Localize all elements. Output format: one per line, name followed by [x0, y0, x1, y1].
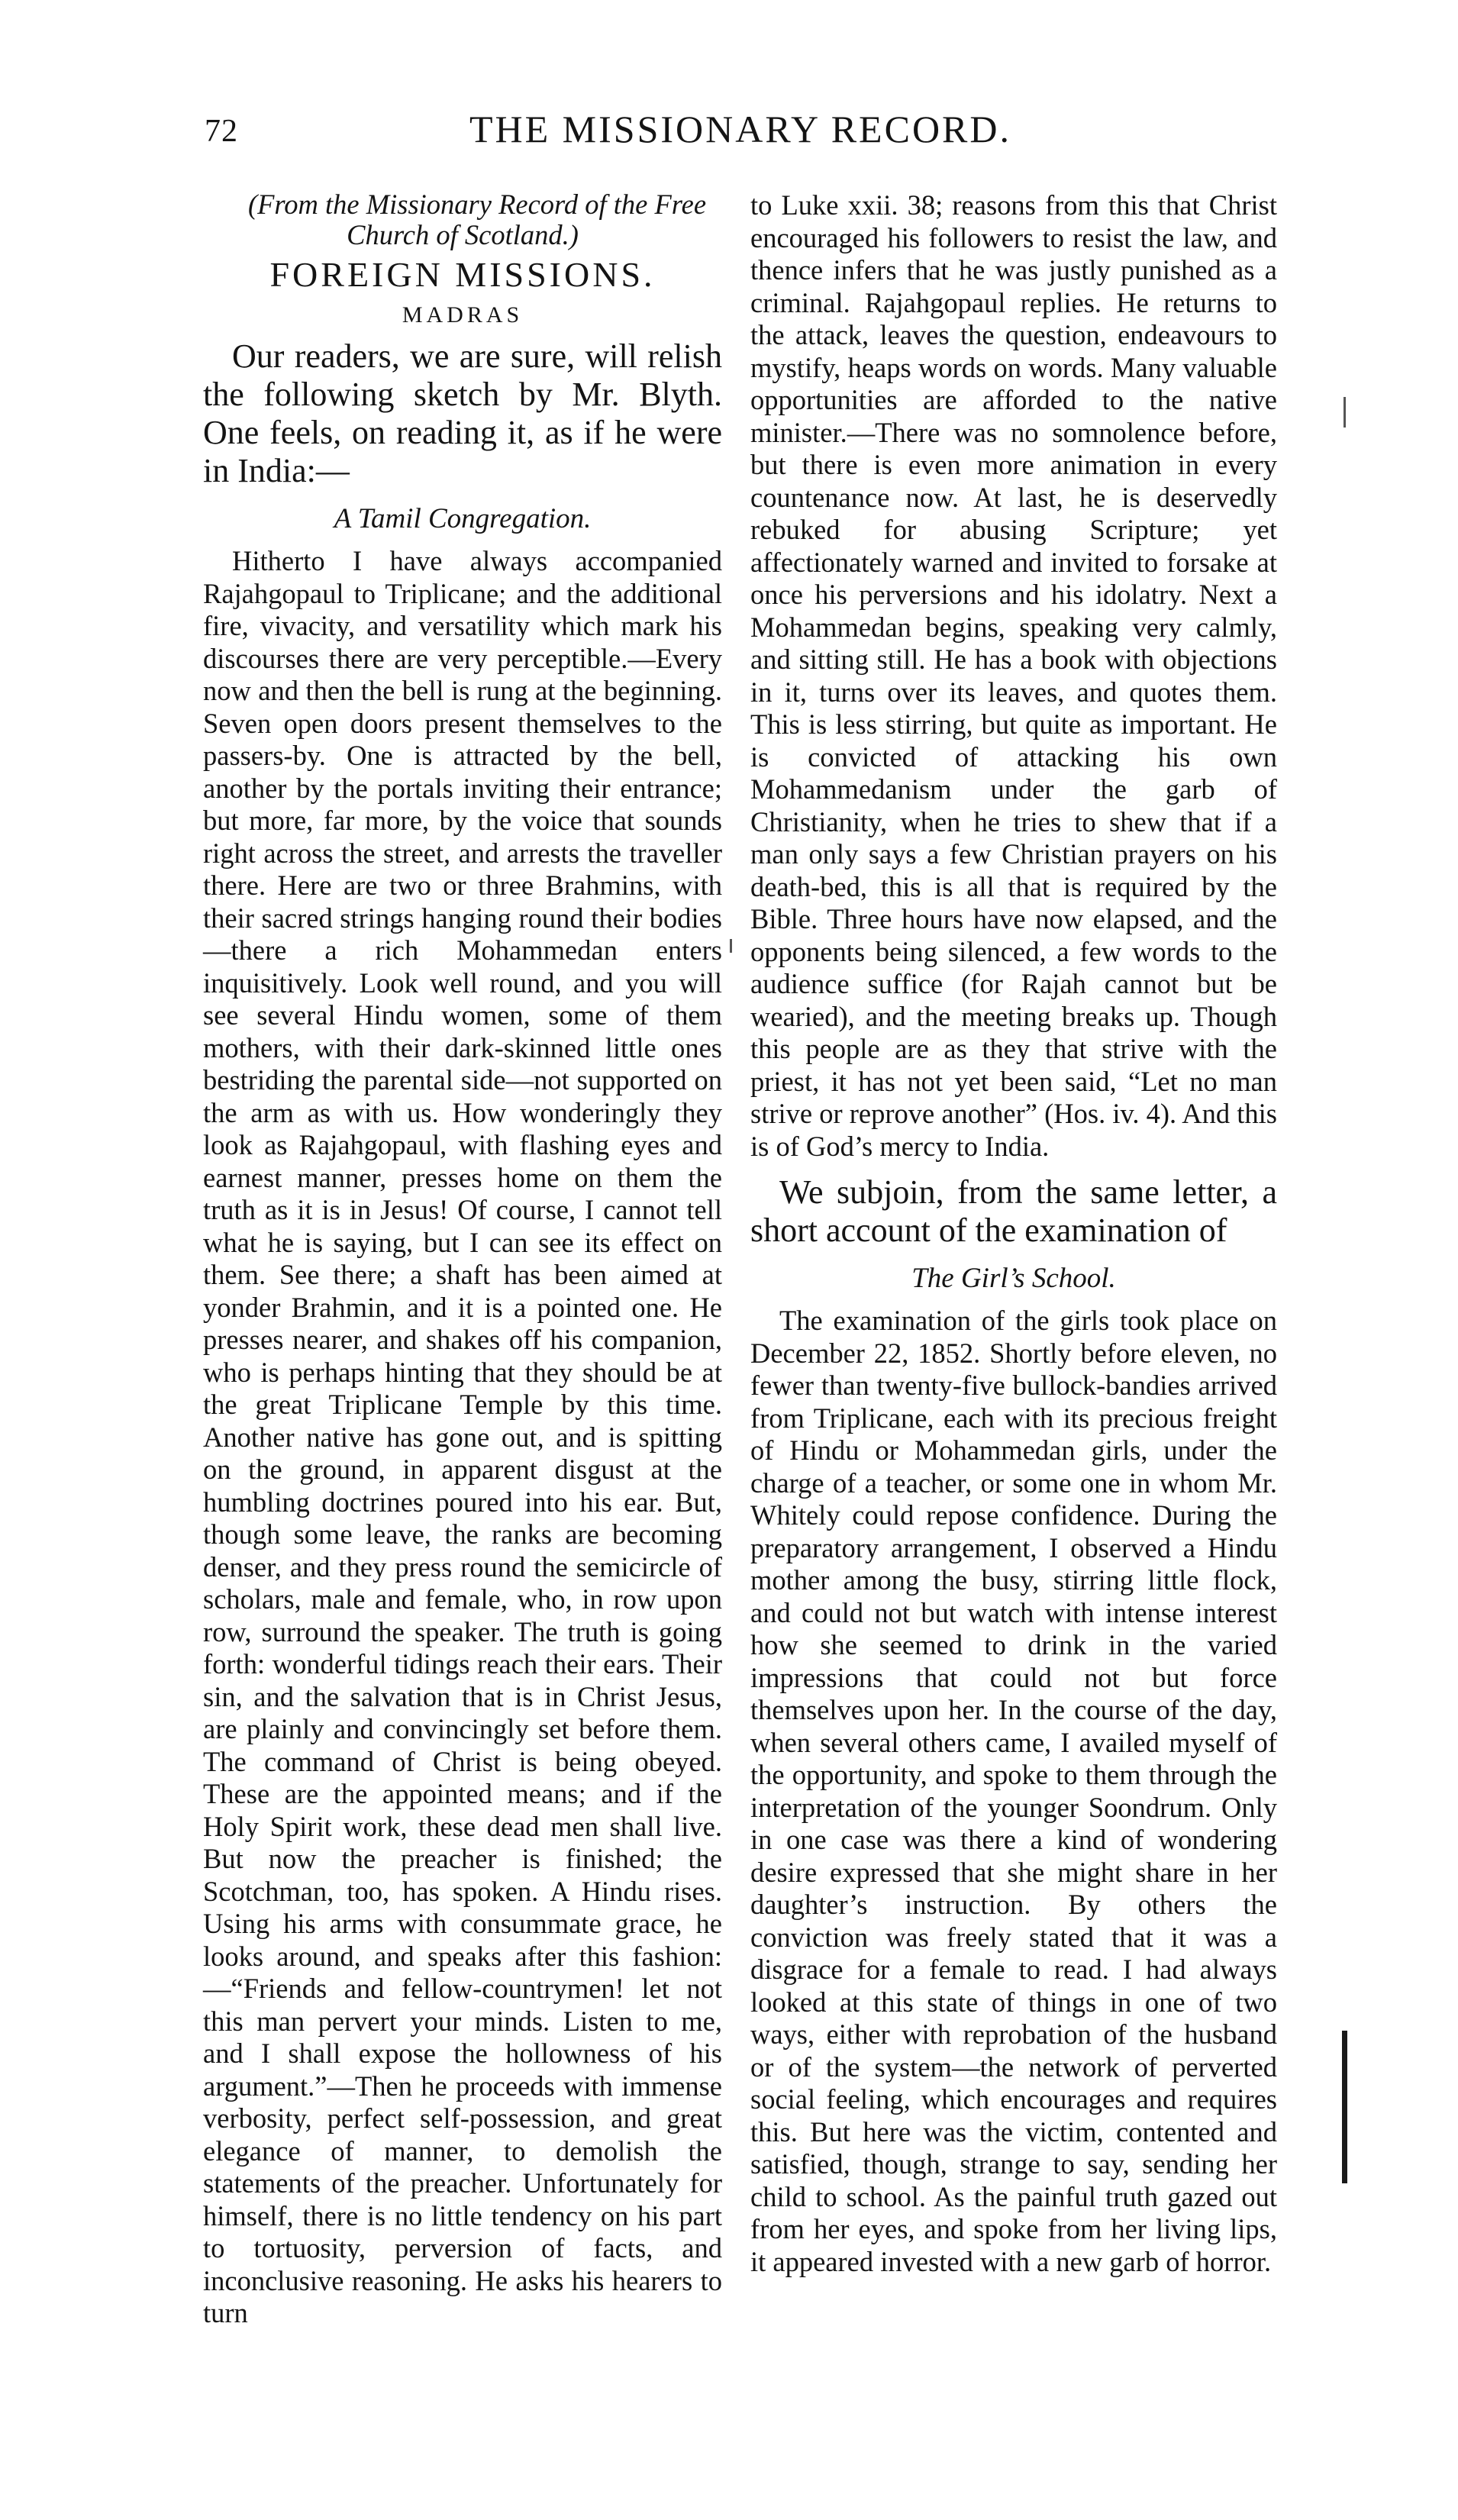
article-title-tamil-congregation: A Tamil Congregation. [334, 503, 592, 534]
page-number: 72 [205, 114, 238, 149]
article-title-girls-school: The Girl’s School. [911, 1263, 1116, 1294]
margin-ink-mark [1342, 2031, 1347, 2183]
article-body-girls-school: The examination of the girls took place on December 22, 1852. Shortly before eleven, no fewer than twenty-five bullock-bandies arrived from Triplicane, each with its precious freight of Hindu or Mohammedan girls, under the charge of a teacher, or some one in whom Mr. Whitely could repose confidence. During the preparatory arrangement, I observed a Hindu mother among the busy, stirring little flock, and could not but watch with intense interest how she seemed to drink in the varied impressions that could not but force themselves upon her. In the course of the day, when several others came, I availed myself of the opportunity, and spoke to them through the interpretation of the younger Soondrum. Only in one case was there a kind of wondering desire expressed that she might share in her daughter’s instruction. By others the conviction was freely stated that it was a disgrace for a female to read. I had always looked at this state of things in one of two ways, either with reprobation of the husband or of the system—the network of perverted social feeling, which encourages and requires this. But here was the victim, contented and satisfied, though, strange to say, sending her child to school. As the painful truth gazed out from her eyes, and spoke from her living lips, it appeared invested with a new garb of horror. [750, 1305, 1277, 2277]
girls-school-intro: We subjoin, from the same letter, a short account of the examination of [750, 1173, 1277, 1249]
left-column [203, 189, 722, 2330]
subsection-title: MADRAS [402, 302, 524, 328]
article-body-continued: to Luke xxii. 38; reasons from this that Christ encouraged his followers to resist the law, and thence infers that he was justly punished as a criminal. Rajahgopaul replies. He returns to the attack, leaves the question, endeavours to mystify, heaps words on words. Many valuable opportunities are afforded to the native minister.—There was no somnolence before, but there is even more animation in every countenance now. At last, he is deservedly rebuked for abusing Scripture; yet affectionately warned and invited to forsake at once his perversions and his idolatry. Next a Mohammedan begins, speaking very calmly, and sitting still. He has a book with objections in it, turns over its leaves, and quotes them. This is less stirring, but quite as important. He is convicted of attacking his own Mohammedanism under the garb of Christianity, when he tries to shew that if a man only says a few Christian prayers on his death-bed, this is all that is required by the Bible. Three hours have now elapsed, and the opponents being silenced, a few words to the audience suffice (for Rajah cannot but be wearied), and the meeting breaks up. Though this people are as they that strive with the priest, it has not yet been said, “Let no man strive or reprove another” (Hos. iv. 4). And this is of God’s mercy to India. [750, 189, 1277, 1162]
intro-paragraph: Our readers, we are sure, will relish the following sketch by Mr. Blyth. One feels, on reading it, as if he were in India:— [203, 337, 722, 489]
right-column [750, 189, 1277, 2278]
source-note: (From the Missionary Record of the Free Church of Scotland.) [247, 189, 707, 250]
article-body-tamil-congregation: Hitherto I have always accompanied Rajahgopaul to Triplicane; and the additional fire, vivacity, and versatility which mark his discourses there are very perceptible.—Every now and then the bell is rung at the beginning. Seven open doors present themselves to the passers-by. One is attracted by the bell, another by the portals inviting their entrance; but more, far more, by the voice that sounds right across the street, and arrests the traveller there. Here are two or three Brahmins, with their sacred strings hanging round their bodies—there a rich Mohammedan enters inquisitively. Look well round, and you will see several Hindu women, some of them mothers, with their dark-skinned little ones bestriding the parental side—not supported on the arm as with us. How wonderingly they look as Rajahgopaul, with flashing eyes and earnest manner, presses home on them the truth as it is in Jesus! Of course, I cannot tell what he is saying, but I can see its effect on them. See there; a shaft has been aimed at yonder Brahmin, and it is a pointed one. He presses nearer, and shakes off his companion, who is perhaps hinting that they should be at the great Triplicane Temple by this time. Another native has gone out, and is spitting on the ground, in apparent disgust at the humbling doctrines poured into his ear. But, though some leave, the ranks are becoming denser, and they press round the semicircle of scholars, male and female, who, in row upon row, surround the speaker. The truth is going forth: wonderful tidings reach their ears. Their sin, and the salvation that is in Christ Jesus, are plainly and convincingly set before them. The command of Christ is being obeyed. These are the appointed means; and if the Holy Spirit work, these dead men shall live. But now the preacher is finished; the Scotchman, too, has spoken. A Hindu rises. Using his arms with consummate grace, he looks around, and speaks after this fashion:—“Friends and fellow-countrymen! let not this man pervert your minds. Listen to me, and I shall expose the hollowness of his argument.”—Then he proceeds with immense verbosity, perfect self-possession, and great elegance of manner, to demolish the statements of the preacher. Unfortunately for himself, there is no little tendency on his part to tortuosity, perversion of facts, and inconclusive reasoning. He asks his hearers to turn [203, 545, 722, 2328]
section-title: FOREIGN MISSIONS. [269, 255, 656, 294]
running-title: THE MISSIONARY RECORD. [469, 108, 1012, 150]
gutter-tick [730, 939, 732, 953]
margin-tick [1343, 397, 1346, 428]
